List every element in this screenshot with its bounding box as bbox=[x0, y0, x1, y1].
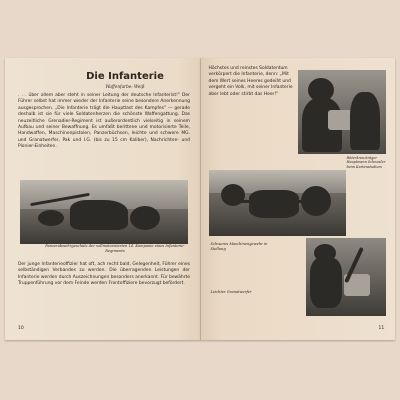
page-title: Die Infanterie bbox=[86, 71, 164, 82]
officer-caption: Ritterkreuzträger Hauptmann Schneider beim Kartenstudium bbox=[346, 156, 386, 169]
anti-tank-gun-caption: Panzerabwehrgeschütz der vollmotorisierten 14. Kompanie eines Infanterie-Regiments bbox=[45, 244, 185, 253]
grenade-launcher-caption: Leichter Granatwerfer bbox=[210, 290, 252, 294]
book-spread bbox=[5, 58, 395, 340]
officer-paragraph: Der junge Infanterieoffizier hat oft, ach recht bald, Gelegenheit, Führer eines selbständigen Verbandes zu werden. Die überragenden Leistungen der Infanterie werden durch Auszeichnungen besonders anerkannt. Für bewährte Truppenführung vor dem Feinde werden Frontoffiziere bevorzugt befördert. bbox=[18, 262, 191, 287]
anti-tank-gun-photo bbox=[20, 180, 188, 244]
page-number-right: 11 bbox=[378, 326, 385, 331]
page-subtitle: Waffenfarbe: Weiß bbox=[105, 84, 145, 89]
officer-map-photo bbox=[298, 70, 386, 154]
right-page bbox=[201, 58, 396, 340]
page-number-left: 10 bbox=[18, 326, 24, 331]
intro-paragraph: . . . über allem aber steht in seiner Leitung der deutsche Infanterist!" Der Führer selbst hat immer wieder der Infanterie seine besondere Anerkennung ausgesprochen. „Die Infanterie trägt die Hauptlast des Kampfes" — gerade deshalb ist sie für viele Soldatenherzen die schönste Waffengattung. Das neuzeitliche Grenadier-Regiment ist außerordentlich vielseitig in seinem Aufbau und seiner Bewaffnung. Es umfaßt berittene und motorisierte Teile, Handwaffen, Maschinenpistolen, Panzerbüchsen, leichte und schwere MG. und Granatwerfer, Pak und I.G. (bis zu 15 cm Kaliber), Nachrichten- und Pionier-Einheiten. bbox=[18, 93, 190, 150]
grenade-launcher-photo bbox=[306, 238, 386, 316]
left-page bbox=[5, 58, 201, 340]
machine-gun-caption: Schweres Maschinengewehr in Stellung bbox=[210, 242, 268, 251]
machine-gun-photo bbox=[209, 170, 346, 236]
infantry-quote: Höchstes und reinstes Soldatentum verkörpert die Infanterie, denn: „Mit dem Wert seines Heeres gedeiht und vergeht ein Volk, mit seiner Infanterie aber lebt oder stirbt das Heer!" bbox=[208, 66, 293, 97]
